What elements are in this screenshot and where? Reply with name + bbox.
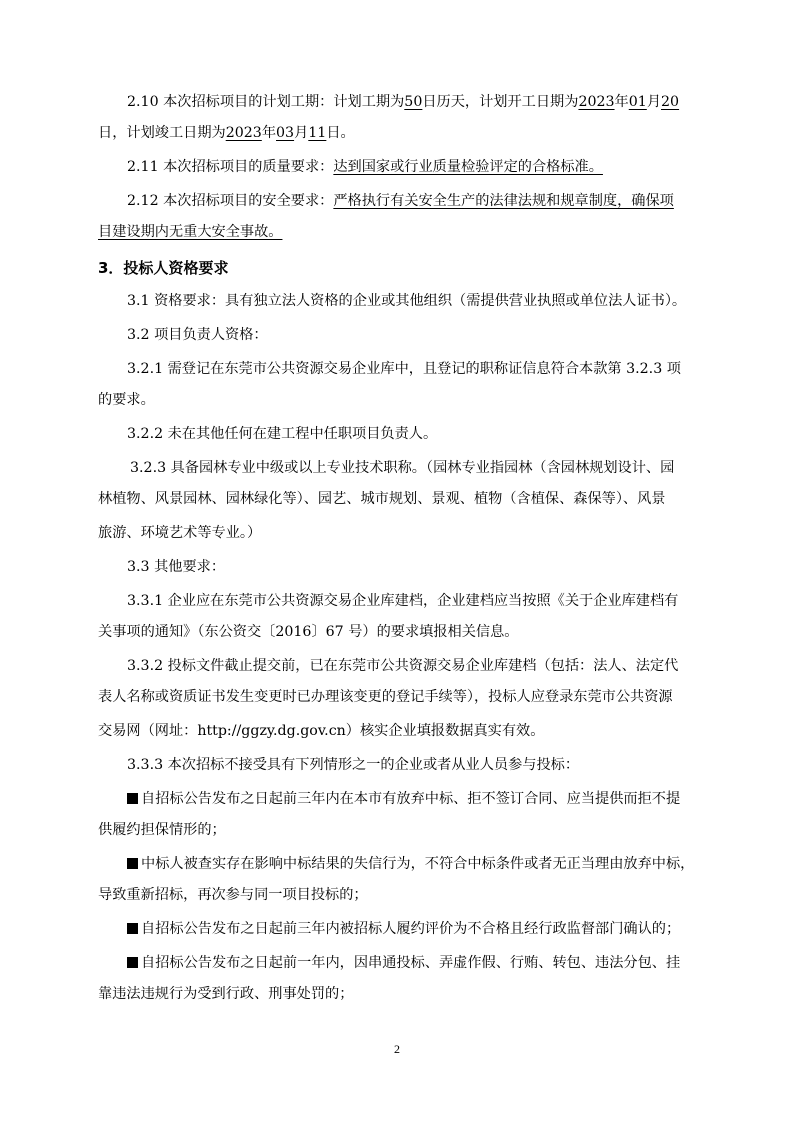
clause-3-2-3-line-3: 旅游、环境艺术等专业。）	[98, 525, 262, 541]
clause-3-1: 3.1 资格要求：具有独立法人资格的企业或其他组织（需提供营业执照或单位法人证书）。	[127, 293, 687, 309]
clause-2-11: 2.11 本次招标项目的质量要求：达到国家或行业质量检验评定的合格标准。	[127, 159, 603, 175]
clause-3-3-2-line-3: 交易网（网址：http://ggzy.dg.gov.cn）核实企业填报数据真实有效。	[98, 723, 545, 739]
clause-3-3-1-line-1: 3.3.1 企业应在东莞市公共资源交易企业库建档，企业建档应当按照《关于企业库建档有	[127, 593, 679, 609]
bullet-item-4-line-1: 自招标公告发布之日起前一年内，因串通投标、弄虚作假、行贿、转包、违法分包、挂	[127, 953, 680, 973]
bullet-item-3: 自招标公告发布之日起前三年内被招标人履约评价为不合格且经行政监督部门确认的；	[127, 919, 680, 939]
planned-days: 50	[404, 94, 423, 110]
square-bullet-icon	[127, 793, 138, 804]
safety-requirement: 严格执行有关安全生产的法律法规和规章制度，确保项	[333, 193, 674, 209]
bullet-item-2-line-1: 中标人被查实存在影响中标结果的失信行为，不符合中标条件或者无正当理由放弃中标，	[127, 854, 694, 874]
clause-2-12-line-2: 目建设期内无重大安全事故。	[98, 224, 283, 240]
clause-3-3-1-line-2: 关事项的通知》（东公资交〔2016〕67 号）的要求填报相关信息。	[98, 624, 519, 640]
bullet-item-1-line-1: 自招标公告发布之日起前三年内在本市有放弃中标、拒不签订合同、应当提供而拒不提	[127, 789, 680, 809]
clause-3-2-3-line-1: 3.2.3 具备园林专业中级或以上专业技术职称。（园林专业指园林（含园林规划设计、园	[130, 460, 675, 476]
end-year: 2023	[225, 125, 262, 141]
square-bullet-icon	[127, 923, 138, 934]
clause-3-3: 3.3 其他要求：	[127, 559, 226, 575]
clause-3-3-3: 3.3.3 本次招标不接受具有下列情形之一的企业或者从业人员参与投标：	[127, 757, 580, 773]
start-month: 01	[628, 94, 647, 110]
end-month: 03	[276, 125, 295, 141]
quality-requirement: 达到国家或行业质量检验评定的合格标准。	[333, 159, 603, 175]
clause-3-2-3-line-2: 林植物、风景园林、园林绿化等）、园艺、城市规划、景观、植物（含植保、森保等）、风景	[98, 491, 666, 507]
bullet-item-4-line-2: 靠违法违规行为受到行政、刑事处罚的；	[98, 986, 354, 1002]
clause-2-12-line-1: 2.12 本次招标项目的安全要求：严格执行有关安全生产的法律法规和规章制度，确保项	[127, 193, 674, 209]
start-year: 2023	[578, 94, 615, 110]
square-bullet-icon	[127, 957, 138, 968]
clause-3-2-1-line-1: 3.2.1 需登记在东莞市公共资源交易企业库中，且登记的职称证信息符合本款第 3.2.3 项	[127, 361, 681, 377]
clause-2-10-line-1: 2.10 本次招标项目的计划工期：计划工期为50日历天，计划开工日期为2023年01月20	[127, 94, 680, 110]
page-number: 2	[394, 1042, 400, 1056]
bullet-item-1-line-2: 供履约担保情形的；	[98, 822, 226, 838]
start-day: 20	[661, 94, 680, 110]
clause-3-2-1-line-2: 的要求。	[98, 392, 155, 408]
clause-3-3-2-line-2: 表人名称或资质证书发生变更时已办理该变更的登记手续等），投标人应登录东莞市公共资源	[98, 689, 673, 705]
end-day: 11	[308, 125, 327, 141]
clause-3-2: 3.2 项目负责人资格：	[127, 327, 268, 343]
square-bullet-icon	[127, 858, 138, 869]
bullet-item-2-line-2: 导致重新招标，再次参与同一项目投标的；	[98, 887, 368, 903]
clause-3-3-2-line-1: 3.3.2 投标文件截止提交前，已在东莞市公共资源交易企业库建档（包括：法人、法定代	[127, 658, 679, 674]
section-3-heading: 3．投标人资格要求	[98, 259, 229, 277]
clause-2-10-line-2: 日，计划竣工日期为2023年03月11日。	[98, 125, 355, 141]
clause-3-2-2: 3.2.2 未在其他任何在建工程中任职项目负责人。	[127, 426, 438, 442]
